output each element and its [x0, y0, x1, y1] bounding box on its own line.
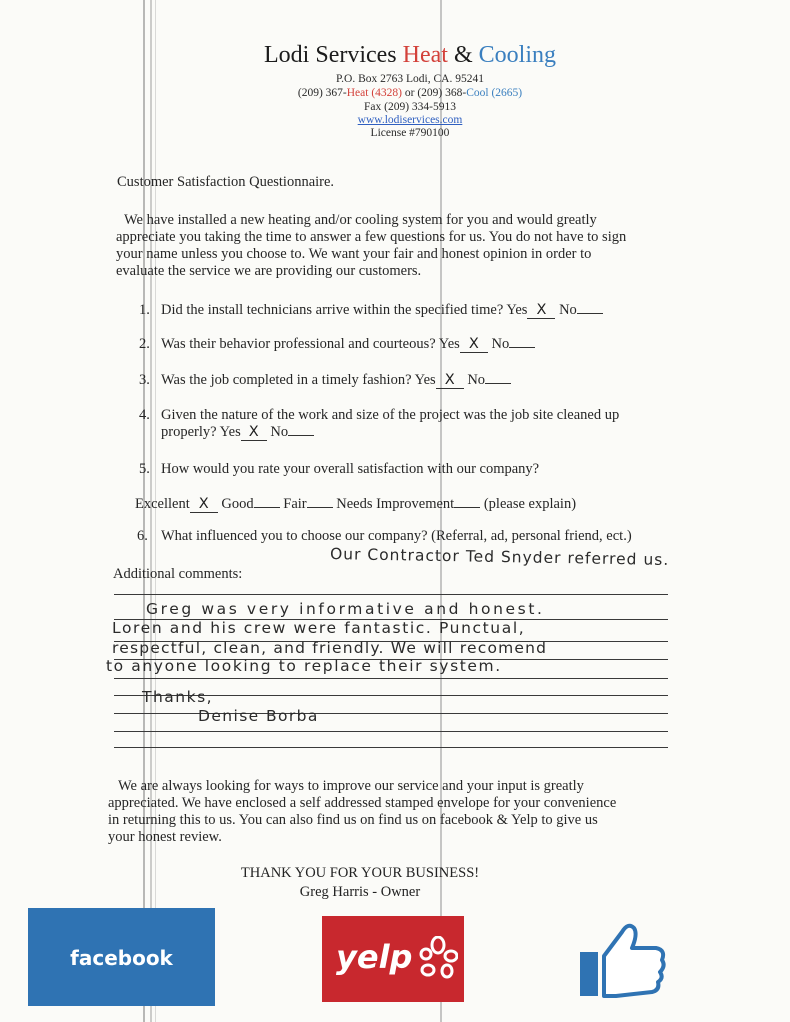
- intro-paragraph: [116, 212, 676, 280]
- rating-good-label: Good: [221, 496, 254, 512]
- comment-handwritten-line: to anyone looking to replace their system.: [106, 657, 502, 675]
- comment-handwritten-line: Thanks,: [142, 688, 214, 706]
- intro-line: We have installed a new heating and/or cooling system for you and would greatly: [124, 212, 597, 228]
- question-5: How would you rate your overall satisfaction with our company?: [161, 461, 540, 477]
- owner-line: Greg Harris - Owner: [299, 884, 421, 900]
- thank-you-line: THANK YOU FOR YOUR BUSINESS!: [240, 865, 480, 881]
- question-6: What influenced you to choose our company? (Referral, ad, personal friend, ect.): [161, 528, 632, 544]
- question-3: [161, 372, 511, 389]
- comment-rule: [114, 678, 668, 679]
- question-3-no-label: No: [467, 372, 486, 388]
- rating-fair-label: Fair: [283, 496, 307, 512]
- closing-line: We are always looking for ways to improve our service and your input is greatly: [118, 778, 584, 794]
- closing-line: your honest review.: [108, 829, 222, 845]
- question-4-line-1: Given the nature of the work and size of the project was the job site cleaned up: [161, 407, 620, 423]
- yelp-burst-icon: [418, 936, 458, 980]
- form-title: Customer Satisfaction Questionnaire.: [117, 174, 335, 190]
- company-website-row: [150, 114, 670, 127]
- comment-rule: [114, 747, 668, 748]
- yelp-logo[interactable]: [322, 916, 464, 1002]
- closing-line: in returning this to us. You can also find us on find us on facebook & Yelp to give us: [108, 812, 598, 828]
- rating-explain-label: (please explain): [483, 496, 577, 512]
- company-phone: (209) 367-Heat (4328) or (209) 368-Cool (2665): [297, 87, 523, 99]
- question-3-yes-mark[interactable]: X: [436, 372, 464, 389]
- company-name: Lodi Services Heat & Cooling: [264, 42, 556, 68]
- company-address: P.O. Box 2763 Lodi, CA. 95241: [336, 73, 484, 85]
- rating-row: [135, 496, 576, 513]
- question-6-handwritten-answer: Our Contractor Ted Snyder referred us.: [329, 545, 670, 569]
- question-2-text: Was their behavior professional and courteous? Yes: [161, 336, 460, 352]
- question-1-no-label: No: [559, 302, 577, 318]
- rating-needs-improvement-label: Needs Improvement: [336, 496, 455, 512]
- question-3-text: Was the job completed in a timely fashion? Yes: [161, 372, 436, 388]
- question-4-number: 4.: [139, 407, 150, 423]
- company-website-link[interactable]: www.lodiservices.com: [357, 114, 463, 126]
- yelp-wordmark: yelp: [336, 938, 413, 976]
- question-6-number: 6.: [137, 528, 148, 544]
- rating-excellent-mark[interactable]: X: [190, 496, 218, 513]
- comment-rule: [114, 594, 668, 595]
- question-1: [161, 302, 603, 319]
- question-1-no-blank[interactable]: [577, 313, 603, 314]
- company-license: License #790100: [370, 127, 450, 139]
- question-5-number: 5.: [139, 461, 150, 477]
- rating-fair-blank[interactable]: [307, 507, 333, 508]
- intro-line: evaluate the service we are providing our customers.: [116, 263, 422, 279]
- question-2-no-blank[interactable]: [509, 347, 535, 348]
- intro-line: appreciate you taking the time to answer a few questions for us. You do not have to sign: [116, 229, 627, 245]
- question-3-number: 3.: [139, 372, 150, 388]
- question-2-number: 2.: [139, 336, 150, 352]
- question-4-yes-mark[interactable]: X: [241, 424, 267, 441]
- closing-line: appreciated. We have enclosed a self addressed stamped envelope for your convenience: [108, 795, 617, 811]
- question-1-yes-mark[interactable]: X: [527, 302, 555, 319]
- question-2-yes-mark[interactable]: X: [460, 336, 488, 353]
- question-4-no-blank[interactable]: [288, 435, 314, 436]
- facebook-wordmark: facebook: [70, 946, 173, 970]
- question-1-number: 1.: [139, 302, 150, 318]
- company-fax: Fax (209) 334-5913: [364, 101, 456, 113]
- additional-comments-label: Additional comments:: [113, 566, 243, 582]
- question-2-no-label: No: [491, 336, 510, 352]
- rating-excellent-label: Excellent: [135, 496, 190, 512]
- facebook-logo[interactable]: [28, 908, 215, 1006]
- comment-handwritten-line: Loren and his crew were fantastic. Punctual,: [112, 619, 526, 637]
- thumbs-up-icon[interactable]: [576, 918, 668, 1004]
- comment-rule: [114, 731, 668, 732]
- rating-needs-improvement-blank[interactable]: [454, 507, 480, 508]
- comment-handwritten-line: respectful, clean, and friendly. We will recomend: [112, 639, 548, 657]
- closing-paragraph: [108, 778, 688, 846]
- question-2: [161, 336, 535, 353]
- comment-handwritten-line: Greg was very informative and honest.: [146, 600, 545, 618]
- question-4-text: properly? Yes: [161, 424, 241, 440]
- rating-good-blank[interactable]: [254, 507, 280, 508]
- question-3-no-blank[interactable]: [485, 383, 511, 384]
- question-1-text: Did the install technicians arrive within the specified time? Yes: [161, 302, 528, 318]
- question-4-no-label: No: [270, 424, 289, 440]
- customer-signature: Denise Borba: [198, 707, 319, 725]
- question-4-line-2: [161, 424, 314, 441]
- intro-line: your name unless you choose to. We want your fair and honest opinion in order to: [116, 246, 592, 262]
